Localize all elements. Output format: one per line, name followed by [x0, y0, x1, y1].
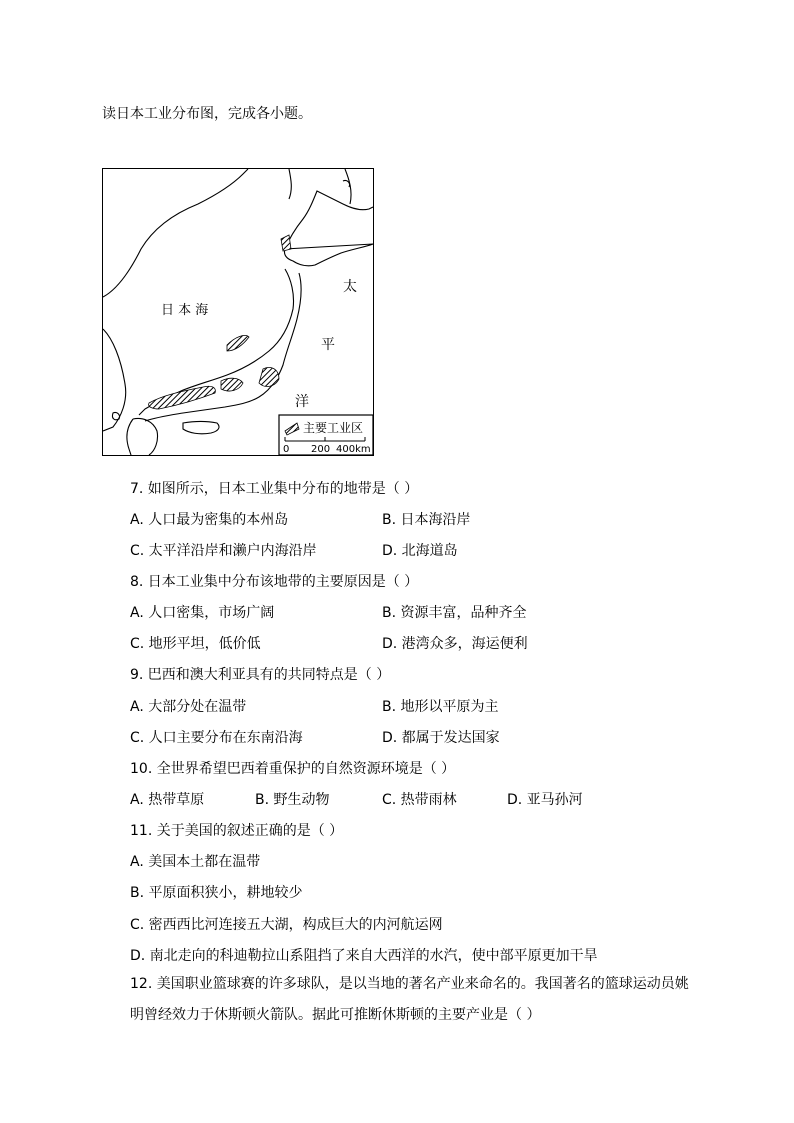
shikoku-coast: [183, 422, 219, 434]
question-7-option-a[interactable]: A. 人口最为密集的本州岛: [130, 512, 289, 528]
intro-text: 读日本工业分布图，完成各小题。: [102, 106, 312, 122]
ocean-char-3: 洋: [295, 394, 309, 410]
industrial-zone-hanshin: [221, 378, 243, 391]
question-10-option-c[interactable]: C. 热带雨林: [382, 792, 457, 808]
question-9-stem: 9. 巴西和澳大利亚具有的共同特点是（ ）: [130, 667, 391, 683]
question-11-option-a[interactable]: A. 美国本土都在温带: [130, 854, 261, 870]
sea-label: 日 本 海: [161, 303, 209, 318]
question-11-option-b[interactable]: B. 平原面积狭小，耕地较少: [130, 885, 303, 901]
scale-label-400: 400km: [336, 444, 371, 455]
industrial-zone-hokuriku: [227, 335, 249, 351]
question-10-option-b[interactable]: B. 野生动物: [255, 792, 330, 808]
hokkaido-coast: [284, 191, 373, 266]
question-10-option-a[interactable]: A. 热带草原: [130, 792, 205, 808]
question-11-stem: 11. 关于美国的叙述正确的是（ ）: [130, 823, 344, 839]
question-7-option-b[interactable]: B. 日本海沿岸: [382, 512, 471, 528]
question-11-option-c[interactable]: C. 密西西比河连接五大湖，构成巨大的内河航运网: [130, 917, 443, 933]
question-8-option-a[interactable]: A. 人口密集，市场广阔: [130, 605, 275, 621]
map-legend: [279, 415, 373, 455]
korea-coast: [103, 329, 126, 431]
question-8-option-b[interactable]: B. 资源丰富，品种齐全: [382, 605, 527, 621]
question-9-option-d[interactable]: D. 都属于发达国家: [382, 730, 500, 746]
sakhalin-coast: [289, 169, 291, 199]
mainland-coast: [103, 169, 248, 297]
question-9-option-a[interactable]: A. 大部分处在温带: [130, 699, 247, 715]
question-10-stem: 10. 全世界希望巴西着重保护的自然资源环境是（ ）: [130, 761, 456, 777]
question-9-option-c[interactable]: C. 人口主要分布在东南沿海: [130, 730, 303, 746]
ocean-char-1: 太: [343, 279, 357, 295]
question-8-stem: 8. 日本工业集中分布该地带的主要原因是（ ）: [130, 574, 419, 590]
kyushu-coast: [127, 419, 158, 456]
question-9-option-b[interactable]: B. 地形以平原为主: [382, 699, 499, 715]
industrial-zone-hokkaido: [281, 235, 291, 251]
legend-title: 主要工业区: [303, 421, 364, 435]
scale-label-0: 0: [283, 444, 290, 455]
question-8-option-d[interactable]: D. 港湾众多，海运便利: [382, 636, 528, 652]
scale-label-200: 200: [311, 444, 331, 455]
question-10-option-d[interactable]: D. 亚马孙河: [507, 792, 583, 808]
ocean-char-2: 平: [321, 337, 335, 353]
question-7-option-d[interactable]: D. 北海道岛: [382, 543, 458, 559]
question-7-stem: 7. 如图所示，日本工业集中分布的地带是（ ）: [130, 481, 419, 497]
industrial-zone-setouchi: [149, 386, 216, 409]
japan-industry-map: [102, 168, 374, 456]
question-11-option-d[interactable]: D. 南北走向的科迪勒拉山系阻挡了来自大西洋的水汽，使中部平原更加干旱: [130, 948, 598, 964]
question-7-option-c[interactable]: C. 太平洋沿岸和濑户内海沿岸: [130, 543, 317, 559]
industrial-zone-keihin: [259, 367, 279, 386]
question-8-option-c[interactable]: C. 地形平坦，低价低: [130, 636, 261, 652]
question-12-stem: 12. 美国职业篮球赛的许多球队，是以当地的著名产业来命名的。我国著名的篮球运动员姚明曾经效力于休斯顿火箭队。据此可推断休斯顿的主要产业是（ ）: [130, 976, 689, 1023]
